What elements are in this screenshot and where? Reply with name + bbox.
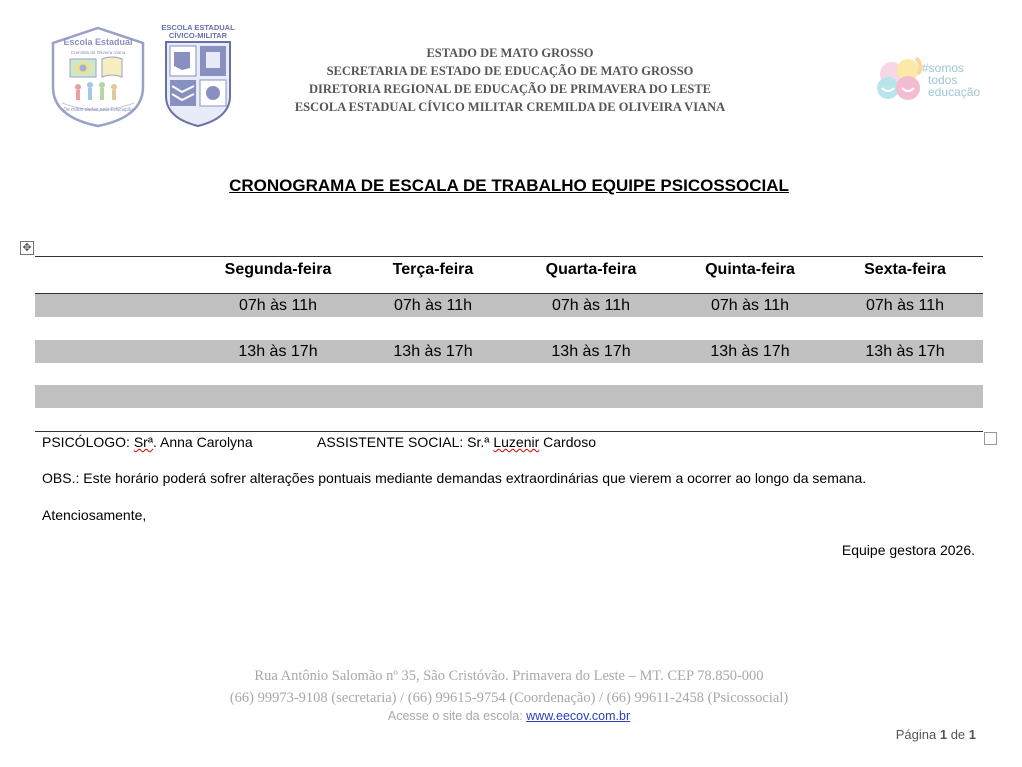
signature-text: Equipe gestora 2026. bbox=[841, 542, 975, 558]
psychologist-line bbox=[42, 434, 253, 450]
table-cell: 13h às 17h bbox=[238, 343, 318, 360]
day-header-monday: Segunda-feira bbox=[224, 261, 332, 278]
table-cell: 13h às 17h bbox=[865, 343, 945, 360]
table-resize-handle[interactable] bbox=[984, 432, 997, 445]
header-line-2: SECRETARIA DE ESTADO DE EDUCAÇÃO DE MATO GROSSO bbox=[326, 64, 694, 78]
table-top-border bbox=[35, 256, 983, 257]
page-label: Página bbox=[895, 727, 940, 742]
table-cell: 07h às 11h bbox=[552, 297, 630, 314]
day-header-wednesday: Quarta-feira bbox=[545, 261, 637, 278]
footer-address: Rua Antônio Salomão nº 35, São Cristóvão. Primavera do Leste – MT. CEP 78.850-000 bbox=[254, 668, 764, 684]
school-logo-motto: De mãos dadas pela Educação bbox=[63, 107, 133, 113]
social-worker-last-name: Cardoso bbox=[539, 434, 597, 450]
table-cell: 13h às 17h bbox=[393, 343, 473, 360]
social-worker-label: ASSISTENTE SOCIAL: Sr.ª bbox=[317, 434, 494, 450]
school-website-link[interactable]: www.eecov.com.br bbox=[526, 709, 631, 723]
header-line-3: DIRETORIA REGIONAL DE EDUCAÇÃO DE PRIMAVERA DO LESTE bbox=[308, 82, 712, 96]
table-cell: 07h às 11h bbox=[866, 297, 944, 314]
footer-site-label: Acesse o site da escola: bbox=[387, 709, 527, 723]
school-logo-subtitle: Cremilda de Oliveira Viana bbox=[70, 50, 126, 55]
table-cell: 07h às 11h bbox=[711, 297, 789, 314]
day-header-tuesday: Terça-feira bbox=[392, 261, 474, 278]
school-logo-name: Escola Estadual bbox=[63, 37, 133, 47]
page-title: CRONOGRAMA DE ESCALA DE TRABALHO EQUIPE PSICOSSOCIAL bbox=[229, 176, 789, 195]
table-cell: 13h às 17h bbox=[710, 343, 790, 360]
footer-phones: (66) 99973-9108 (secretaria) / (66) 99615-9754 (Coordenação) / (66) 99611-2458 (Psicossocial) bbox=[229, 690, 789, 706]
header-institution bbox=[280, 44, 740, 116]
page-number bbox=[880, 727, 976, 742]
school-logo bbox=[50, 25, 146, 129]
civic-military-logo bbox=[160, 22, 236, 128]
table-cell: 13h às 17h bbox=[551, 343, 631, 360]
table-row bbox=[35, 340, 983, 363]
observation-text: OBS.: Este horário poderá sofrer alterações pontuais mediante demandas extraordinárias que vierem a ocorrer ao longo da semana. bbox=[42, 470, 867, 486]
civic-logo-line1: ESCOLA ESTADUAL bbox=[161, 23, 235, 32]
todos-text: todos bbox=[928, 73, 958, 87]
somos-todos-educacao-logo bbox=[866, 44, 996, 114]
day-header-thursday: Quinta-feira bbox=[705, 261, 795, 278]
table-header-row bbox=[35, 258, 983, 281]
page-current: 1 bbox=[939, 727, 948, 742]
page-total: 1 bbox=[968, 727, 976, 742]
social-worker-first-name: Luzenir bbox=[493, 434, 540, 450]
closing-text: Atenciosamente, bbox=[42, 507, 147, 523]
social-worker-line bbox=[317, 434, 596, 450]
table-move-handle-icon[interactable]: ✥ bbox=[20, 241, 34, 255]
day-header-friday: Sexta-feira bbox=[864, 261, 946, 278]
psychologist-title: Srª bbox=[133, 434, 153, 450]
table-row-empty bbox=[35, 385, 983, 408]
table-cell: 07h às 11h bbox=[394, 297, 472, 314]
page-of: de bbox=[947, 727, 969, 742]
table-row bbox=[35, 294, 983, 317]
civic-logo-line2: CÍVICO-MILITAR bbox=[168, 31, 228, 40]
footer-site bbox=[0, 709, 1018, 723]
header-line-4: ESCOLA ESTADUAL CÍVICO MILITAR CREMILDA DE OLIVEIRA VIANA bbox=[294, 100, 726, 114]
psychologist-label: PSICÓLOGO: bbox=[42, 434, 134, 450]
somos-text: #somos bbox=[922, 61, 965, 75]
header-line-1: ESTADO DE MATO GROSSO bbox=[426, 46, 594, 60]
psychologist-name: . Anna Carolyna bbox=[153, 434, 253, 450]
table-cell: 07h às 11h bbox=[239, 297, 317, 314]
table-bottom-border bbox=[35, 431, 983, 432]
educacao-text: educação bbox=[928, 85, 981, 99]
